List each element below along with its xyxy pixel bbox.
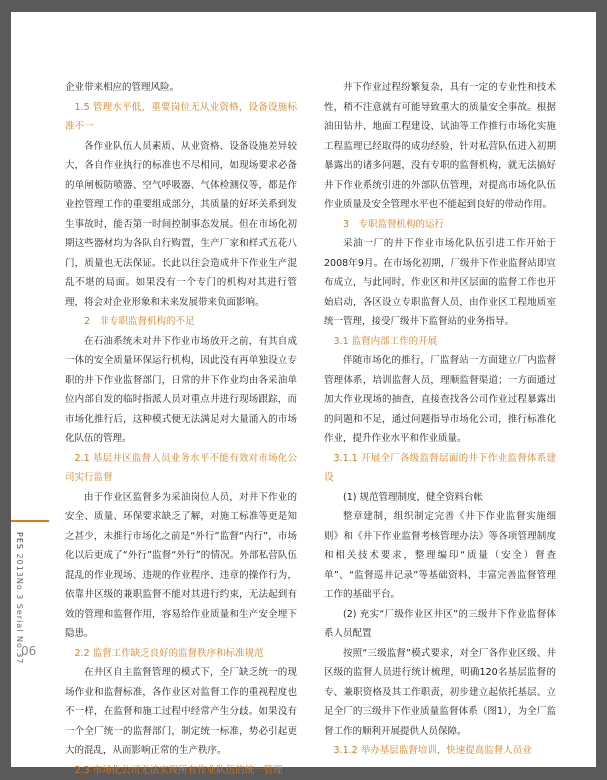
journal-brand: PES [15,532,24,550]
section-heading: 2 非专职监督机构的不足 [65,312,297,332]
paragraph: 在井区自主监督管理的模式下，全厂缺乏统一的现场作业和监督标准，各作业区对监督工作的重视程度也不一样，在监督和施工过程中经常产生分歧。如果没有一个全厂统一的监督部门，制定统一标准，势必引起更大的混乱，从而影响正常的生产秩序。 [65,663,297,761]
paragraph: 由于作业区监督多为采油岗位人员，对井下作业的安全、质量、环保要求缺乏了解，对施工标准等更是知之甚少，未推行市场化之前是“外行”监督“内行”，市场化以后更成了“外行”监督“外行”的情况。外部私营队伍混乱的作业现场、违规的作业程序、违章的操作行为，依靠井区级的兼职监督不能对其进行约束，无法起到有效的管理和监督作用，容易给作业质量和生产安全埋下隐患。 [65,488,297,644]
paragraph: 各作业队伍人员素质、从业资格、设备设施差异较大，各自作业执行的标准也不尽相同，如现场要求必备的单闸板防喷器、空气呼吸器、气体检测仪等，都是作业控管理工作的重要组成部分，其质量的好坏关系到发生事故时，能否第一时间控制事态发展。但在市场化初期这些器材均为各队自行购置，生产厂家和样式五花八门，质量也无法保证。长此以往会造成井下作业生产混乱不堪的局面。如果没有一个专门的机构对其进行管理，将会对企业形象和未来发展带来负面影响。 [65,137,297,313]
subsection-heading: 2.2 监督工作缺乏良好的监督秩序和标准规范 [65,644,297,664]
sidebar-accent-rule [11,520,49,522]
paragraph: 在石油系统未对井下作业市场放开之前，有其自成一体的安全质量环保运行机构，因此没有再单独设立专职的井下作业监督部门，日常的井下作业均由各采油单位内部自发的临时指派人员对重点井进行现场跟踪，而市场化推行后，这种模式便无法满足对大量涌入的市场化队伍的管理。 [65,332,297,449]
paragraph: 井下作业过程纷繁复杂，具有一定的专业性和技术性，稍不注意就有可能导致重大的质量安全事故。根据油田钻井、地面工程建设、试油等工作推行市场化实施工程监理已经取得的成功经验，针对私营队伍进入初期暴露出的诸多问题，没有专职的监督机构，就无法搞好井下作业系统引进的外部队伍管理，对提高市场化队伍作业质量及安全管理水平也不能起到良好的带动作用。 [324,78,556,215]
subsubsection-heading: 3.1.2 举办基层监督培训，快速提高监督人员业 [324,741,556,761]
document-page [11,12,596,767]
paragraph: 按照“三级监督”模式要求，对全厂各作业区级、井区级的监督人员进行统计梳理，明确120名基层监督的专、兼职资格及其工作职责，初步建立起依托基层、立足全厂的三级井下作业质量监督体系（图1），为全厂监督工作的顺利开展提供人员保障。 [324,644,556,742]
subsection-heading: 2.1 基层井区监督人员业务水平不能有效对市场化公司实行监督 [65,449,297,488]
subsubsection-heading: 3.1.1 开展全厂各级监督层面的井下作业监督体系建设 [324,449,556,488]
issue-info: 2013No.3 Serial No.37 [15,554,24,665]
left-text-column [65,78,297,780]
paragraph: 整章建制，组织制定完善《井下作业监督实施细则》和《井下作业监督考核管理办法》等各项管理制度和相关技术要求，整理编印“质量（安全）督查单”、“监督巡井记录”等基础资料，丰富完善监督管理工作的基础平台。 [324,507,556,605]
subsection-heading: 3.1 监督内部工作的开展 [324,332,556,352]
paragraph: 采油一厂的井下作业市场化队伍引进工作开始于2008年9月。在市场化初期，厂级井下作业监督站即宣布成立，与此同时，作业区和井区层面的监督工作也开始启动，各区设立专职监督人员，由作业区工程地质室统一管理，接受厂级井下监督站的业务指导。 [324,234,556,332]
section-heading: 3 专职监督机构的运行 [324,215,556,235]
subsection-heading: 2.3 市场化公司无法实现所有作业队伍的统一管理 [65,761,297,780]
paragraph: (2) 充实“厂级作业区井区”的三级井下作业监督体系人员配置 [324,605,556,644]
right-text-column [324,78,556,761]
subsection-heading: 1.5 管理水平低，重要岗位无从业资格，设备设施标准不一 [65,98,297,137]
paragraph: 企业带来相应的管理风险。 [65,78,297,98]
page-number: 06 [21,644,36,658]
paragraph: 伴随市场化的推行，厂监督站一方面建立厂内监督管理体系，培训监督人员，理顺监督渠道；一方面通过加大作业现场的抽查，直接查找各公司作业过程暴露出的问题和不足，通过问题指导市场化公司，推行标准化作业，提升作业水平和作业质量。 [324,351,556,449]
paragraph: (1) 规范管理制度，健全资料台帐 [324,488,556,508]
